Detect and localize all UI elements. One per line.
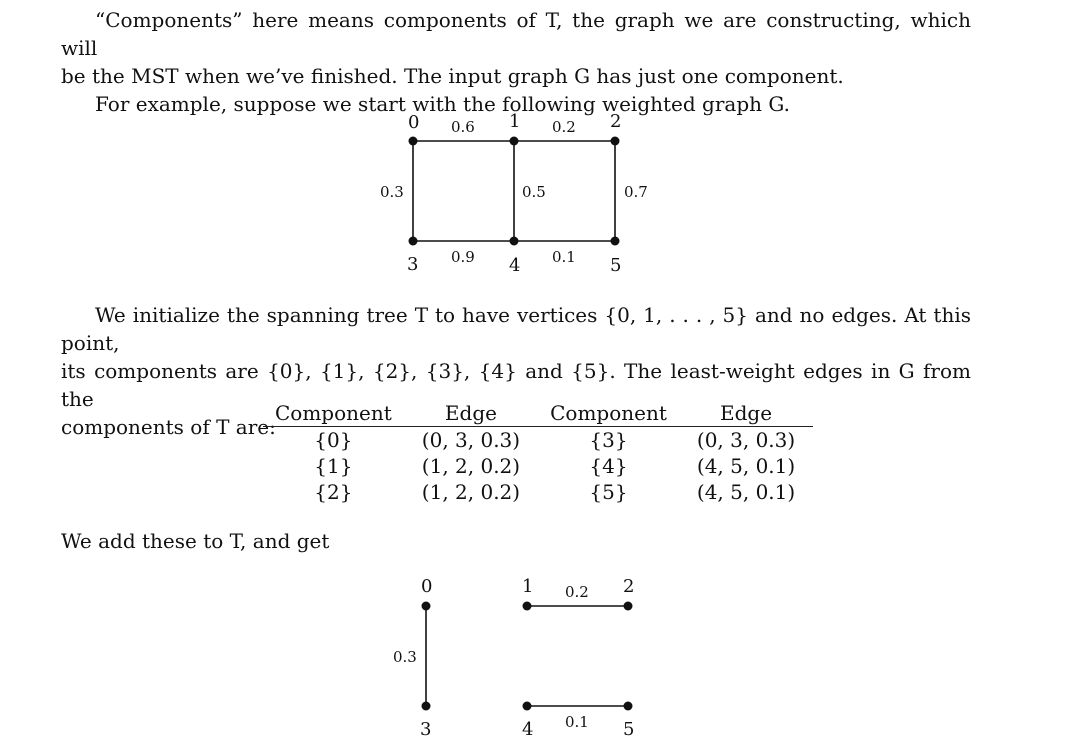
graph-g-weight-1-4: 0.5 — [522, 183, 546, 201]
table-row — [263, 427, 813, 454]
graph-g-vertex-0 — [409, 137, 418, 146]
table-cell: {5} — [589, 480, 628, 504]
graph-t-vertex-5 — [624, 702, 633, 711]
components-edges-table — [263, 400, 813, 505]
table-cell: (1, 2, 0.2) — [421, 480, 521, 504]
graph-t-vertex-label-3: 3 — [420, 719, 432, 740]
graph-t-vertex-2 — [624, 602, 633, 611]
table-cell: (4, 5, 0.1) — [696, 454, 796, 478]
intro-line-2: be the MST when we’ve finished. The input graph G has just one component. — [61, 64, 844, 88]
table-cell: {2} — [314, 480, 353, 504]
graph-t-weight-1-2: 0.2 — [565, 583, 589, 601]
after-table-line: We add these to T, and get — [61, 529, 330, 553]
graph-t-vertex-label-4: 4 — [522, 719, 534, 740]
intro-line-3: For example, suppose we start with the following weighted graph G. — [95, 92, 790, 116]
graph-t-vertex-label-5: 5 — [623, 719, 635, 740]
graph-t-vertex-1 — [523, 602, 532, 611]
table-header: Component — [538, 400, 685, 427]
graph-t-vertex-label-0: 0 — [421, 576, 433, 597]
table-cell: (0, 3, 0.3) — [421, 428, 521, 452]
middle-line-3: components of T are: — [61, 415, 276, 439]
graph-g-vertex-4 — [510, 237, 519, 246]
graph-g-weight-3-4: 0.9 — [451, 248, 475, 266]
graph-g-vertex-label-0: 0 — [408, 112, 420, 133]
graph-g-vertex-label-4: 4 — [509, 255, 521, 276]
table-row — [263, 479, 813, 505]
graph-g-weight-0-3: 0.3 — [380, 183, 404, 201]
graph-t-weight-4-5: 0.1 — [565, 713, 589, 731]
middle-line-2: its components are {0}, {1}, {2}, {3}, {4} and {5}. The least-weight edges in G from the — [61, 359, 971, 411]
table-header: Edge — [410, 400, 538, 427]
graph-t-vertex-3 — [422, 702, 431, 711]
table-cell: (0, 3, 0.3) — [696, 428, 796, 452]
intro-line-1: “Components” here means components of T, the graph we are constructing, which will — [61, 8, 971, 60]
table-cell: (4, 5, 0.1) — [696, 480, 796, 504]
middle-line-1: We initialize the spanning tree T to have vertices {0, 1, . . . , 5} and no edges. At this point, — [61, 303, 971, 355]
graph-g-vertex-5 — [611, 237, 620, 246]
graph-g-weight-2-5: 0.7 — [624, 183, 648, 201]
table-cell: (1, 2, 0.2) — [421, 454, 521, 478]
graph-t-vertex-0 — [422, 602, 431, 611]
graph-t-weight-0-3: 0.3 — [393, 648, 417, 666]
table-row — [263, 453, 813, 479]
graph-t-vertex-label-2: 2 — [623, 576, 635, 597]
graph-g-weight-4-5: 0.1 — [552, 248, 576, 266]
graph-g-vertex-label-3: 3 — [407, 254, 419, 275]
graph-g-vertex-label-5: 5 — [610, 255, 622, 276]
graph-g-vertex-label-2: 2 — [610, 111, 622, 132]
graph-t-vertex-4 — [523, 702, 532, 711]
graph-g-weight-0-1: 0.6 — [451, 118, 475, 136]
table-header-row — [263, 400, 813, 427]
table-header: Edge — [685, 400, 813, 427]
table-header: Component — [263, 400, 410, 427]
table-cell: {3} — [589, 428, 628, 452]
table-cell: {0} — [314, 428, 353, 452]
graph-g-vertex-1 — [510, 137, 519, 146]
graph-g-weight-1-2: 0.2 — [552, 118, 576, 136]
graph-t-vertex-label-1: 1 — [522, 576, 534, 597]
after-table-paragraph — [61, 527, 971, 555]
table-cell: {4} — [589, 454, 628, 478]
graph-g-vertex-label-1: 1 — [509, 111, 521, 132]
graph-g-vertex-2 — [611, 137, 620, 146]
table-cell: {1} — [314, 454, 353, 478]
graph-g-vertex-3 — [409, 237, 418, 246]
